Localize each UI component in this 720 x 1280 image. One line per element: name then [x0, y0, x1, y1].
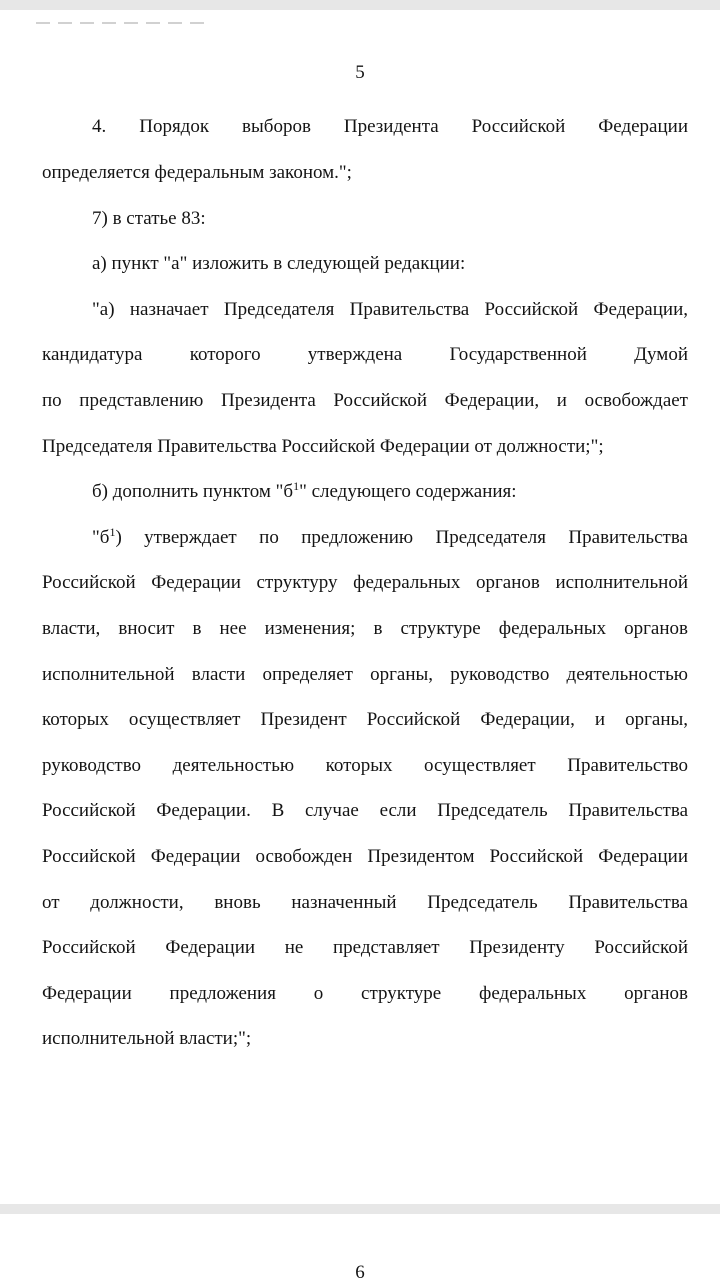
- text-line: 4. Порядок выборов Президента Российской Федерации: [92, 116, 688, 137]
- text-fragment: б) дополнить пунктом "б: [92, 481, 294, 502]
- text-fragment: "б: [92, 527, 110, 548]
- text-line: по представлению Президента Российской Федерации, и освобождает: [42, 390, 688, 411]
- page-number: 5: [355, 62, 365, 83]
- document-page-5: [0, 10, 720, 1204]
- text-line: Российской Федерации структуру федеральных органов исполнительной: [42, 572, 688, 593]
- text-line: от должности, вновь назначенный Председатель Правительства: [42, 892, 688, 913]
- text-line: руководство деятельностью которых осуществляет Правительство: [42, 755, 688, 776]
- document-page-6: [0, 1214, 720, 1280]
- text-line: 7) в статье 83:: [92, 208, 206, 229]
- text-line: исполнительной власти;";: [42, 1028, 252, 1049]
- text-line: "а) назначает Председателя Правительства Российской Федерации,: [92, 299, 688, 320]
- page-number: 6: [355, 1262, 365, 1280]
- text-line: кандидатура которого утверждена Государственной Думой: [42, 344, 688, 365]
- text-line: власти, вносит в нее изменения; в структуре федеральных органов: [42, 618, 688, 639]
- text-line: Федерации предложения о структуре федеральных органов: [42, 983, 688, 1004]
- text-line: Российской Федерации освобожден Президентом Российской Федерации: [42, 846, 688, 867]
- text-line: [92, 527, 688, 549]
- text-line: определяется федеральным законом.";: [42, 162, 352, 183]
- text-fragment: ) утверждает по предложению Председателя Правительства: [115, 527, 688, 548]
- text-line: Председателя Правительства Российской Федерации от должности;";: [42, 436, 604, 457]
- scan-artifact: [36, 22, 206, 24]
- text-line: которых осуществляет Президент Российской Федерации, и органы,: [42, 709, 688, 730]
- superscript: 1: [293, 479, 300, 493]
- superscript: 1: [109, 525, 116, 539]
- text-line: исполнительной власти определяет органы, руководство деятельностью: [42, 664, 688, 685]
- text-line: [92, 481, 517, 503]
- text-fragment: " следующего содержания:: [299, 481, 517, 502]
- text-line: Российской Федерации. В случае если Председатель Правительства: [42, 800, 688, 821]
- text-line: а) пункт "а" изложить в следующей редакции:: [92, 253, 466, 274]
- text-line: Российской Федерации не представляет Президенту Российской: [42, 937, 688, 958]
